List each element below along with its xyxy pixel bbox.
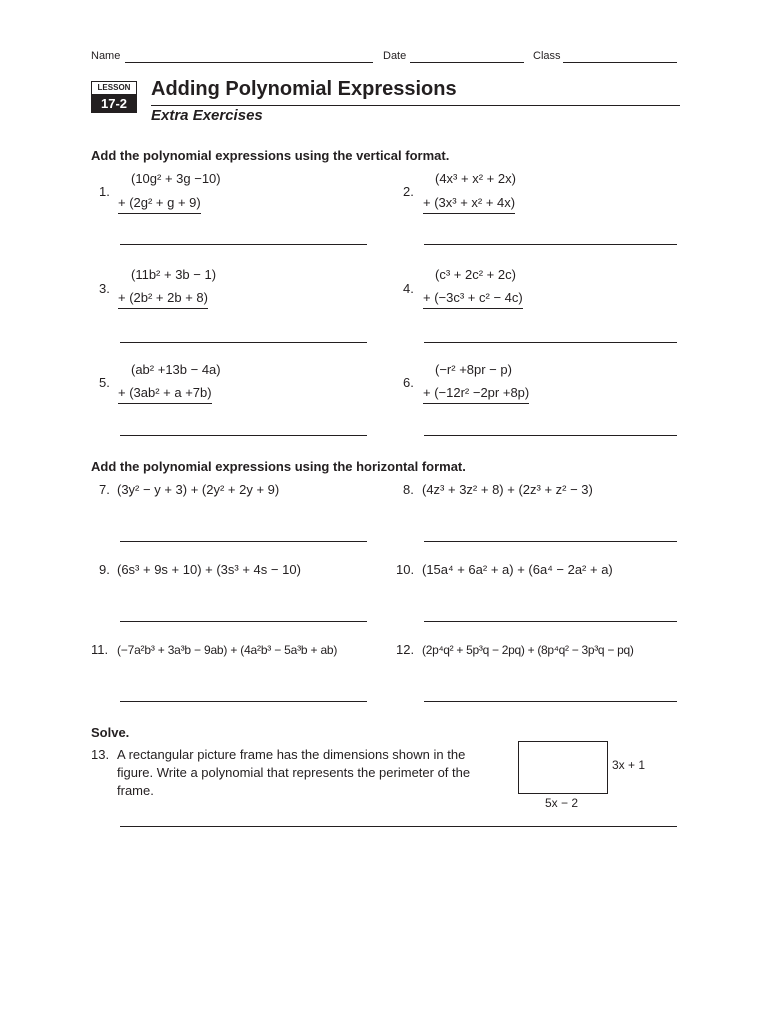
- problem-number: 2.: [403, 184, 414, 199]
- problem-top-expression: (10g² + 3g −10): [131, 171, 221, 186]
- answer-line[interactable]: [424, 701, 677, 702]
- answer-line[interactable]: [120, 342, 367, 343]
- lesson-tag: LESSON: [91, 81, 137, 95]
- answer-line[interactable]: [120, 541, 367, 542]
- problem-bottom-expression: + (−12r² −2pr +8p): [423, 385, 529, 404]
- answer-line[interactable]: [120, 435, 367, 436]
- problem-number: 7.: [99, 482, 110, 497]
- solve-section-heading: Solve.: [91, 725, 130, 740]
- problem-expression: (6s³ + 9s + 10) + (3s³ + 4s − 10): [117, 562, 301, 577]
- frame-height-label: 3x + 1: [612, 758, 646, 772]
- horizontal-section-heading: Add the polynomial expressions using the horizontal format.: [91, 459, 466, 474]
- name-label: Name: [91, 50, 121, 62]
- problem-number: 13.: [91, 747, 110, 762]
- problem-expression: (2p⁴q² + 5p³q − 2pq) + (8p⁴q² − 3p³q − pq): [422, 643, 634, 657]
- problem-expression: (4z³ + 3z² + 8) + (2z³ + z² − 3): [422, 482, 593, 497]
- answer-line[interactable]: [120, 244, 367, 245]
- name-line: [125, 62, 373, 63]
- problem-expression: (3y² − y + 3) + (2y² + 2y + 9): [117, 482, 280, 497]
- answer-line[interactable]: [424, 621, 677, 622]
- problem-bottom-expression: + (−3c³ + c² − 4c): [423, 290, 523, 309]
- problem-expression: (−7a²b³ + 3a³b − 9ab) + (4a²b³ − 5a³b + ab): [117, 643, 338, 657]
- lesson-number: 17-2: [91, 95, 137, 113]
- answer-line[interactable]: [424, 244, 677, 245]
- problem-top-expression: (c³ + 2c² + 2c): [435, 267, 516, 282]
- answer-line[interactable]: [120, 826, 677, 827]
- problem-top-expression: (4x³ + x² + 2x): [435, 171, 516, 186]
- date-line: [410, 62, 524, 63]
- problem-number: 5.: [99, 375, 110, 390]
- problem-number: 9.: [99, 562, 110, 577]
- problem-number: 3.: [99, 281, 110, 296]
- answer-line[interactable]: [120, 701, 367, 702]
- problem-bottom-expression: + (2b² + 2b + 8): [118, 290, 208, 309]
- picture-frame-figure: [518, 741, 608, 794]
- problem-top-expression: (−r² +8pr − p): [435, 362, 512, 377]
- problem-number: 8.: [403, 482, 414, 497]
- problem-number: 1.: [99, 184, 110, 199]
- word-problem-text: A rectangular picture frame has the dimensions shown in the figure. Write a polynomial that represents the perimeter of the frame.: [117, 747, 471, 798]
- problem-number: 12.: [396, 642, 415, 657]
- problem-bottom-expression: + (2g² + g + 9): [118, 195, 201, 214]
- class-label: Class: [533, 50, 561, 62]
- vertical-section-heading: Add the polynomial expressions using the vertical format.: [91, 148, 450, 163]
- problem-expression: (15a⁴ + 6a² + a) + (6a⁴ − 2a² + a): [422, 562, 613, 577]
- page-subtitle: Extra Exercises: [151, 107, 263, 124]
- problem-number: 11.: [91, 642, 109, 657]
- problem-top-expression: (ab² +13b − 4a): [131, 362, 221, 377]
- problem-top-expression: (11b² + 3b − 1): [131, 267, 217, 282]
- answer-line[interactable]: [424, 541, 677, 542]
- problem-bottom-expression: + (3ab² + a +7b): [118, 385, 212, 404]
- answer-line[interactable]: [424, 342, 677, 343]
- title-divider: [151, 105, 680, 106]
- date-label: Date: [383, 50, 407, 62]
- problem-number: 4.: [403, 281, 414, 296]
- answer-line[interactable]: [120, 621, 367, 622]
- problem-bottom-expression: + (3x³ + x² + 4x): [423, 195, 515, 214]
- page-title: Adding Polynomial Expressions: [151, 78, 457, 100]
- answer-line[interactable]: [424, 435, 677, 436]
- problem-number: 10.: [396, 562, 415, 577]
- frame-width-label: 5x − 2: [545, 796, 579, 810]
- class-line: [563, 62, 677, 63]
- problem-number: 6.: [403, 375, 414, 390]
- lesson-badge: [91, 81, 137, 113]
